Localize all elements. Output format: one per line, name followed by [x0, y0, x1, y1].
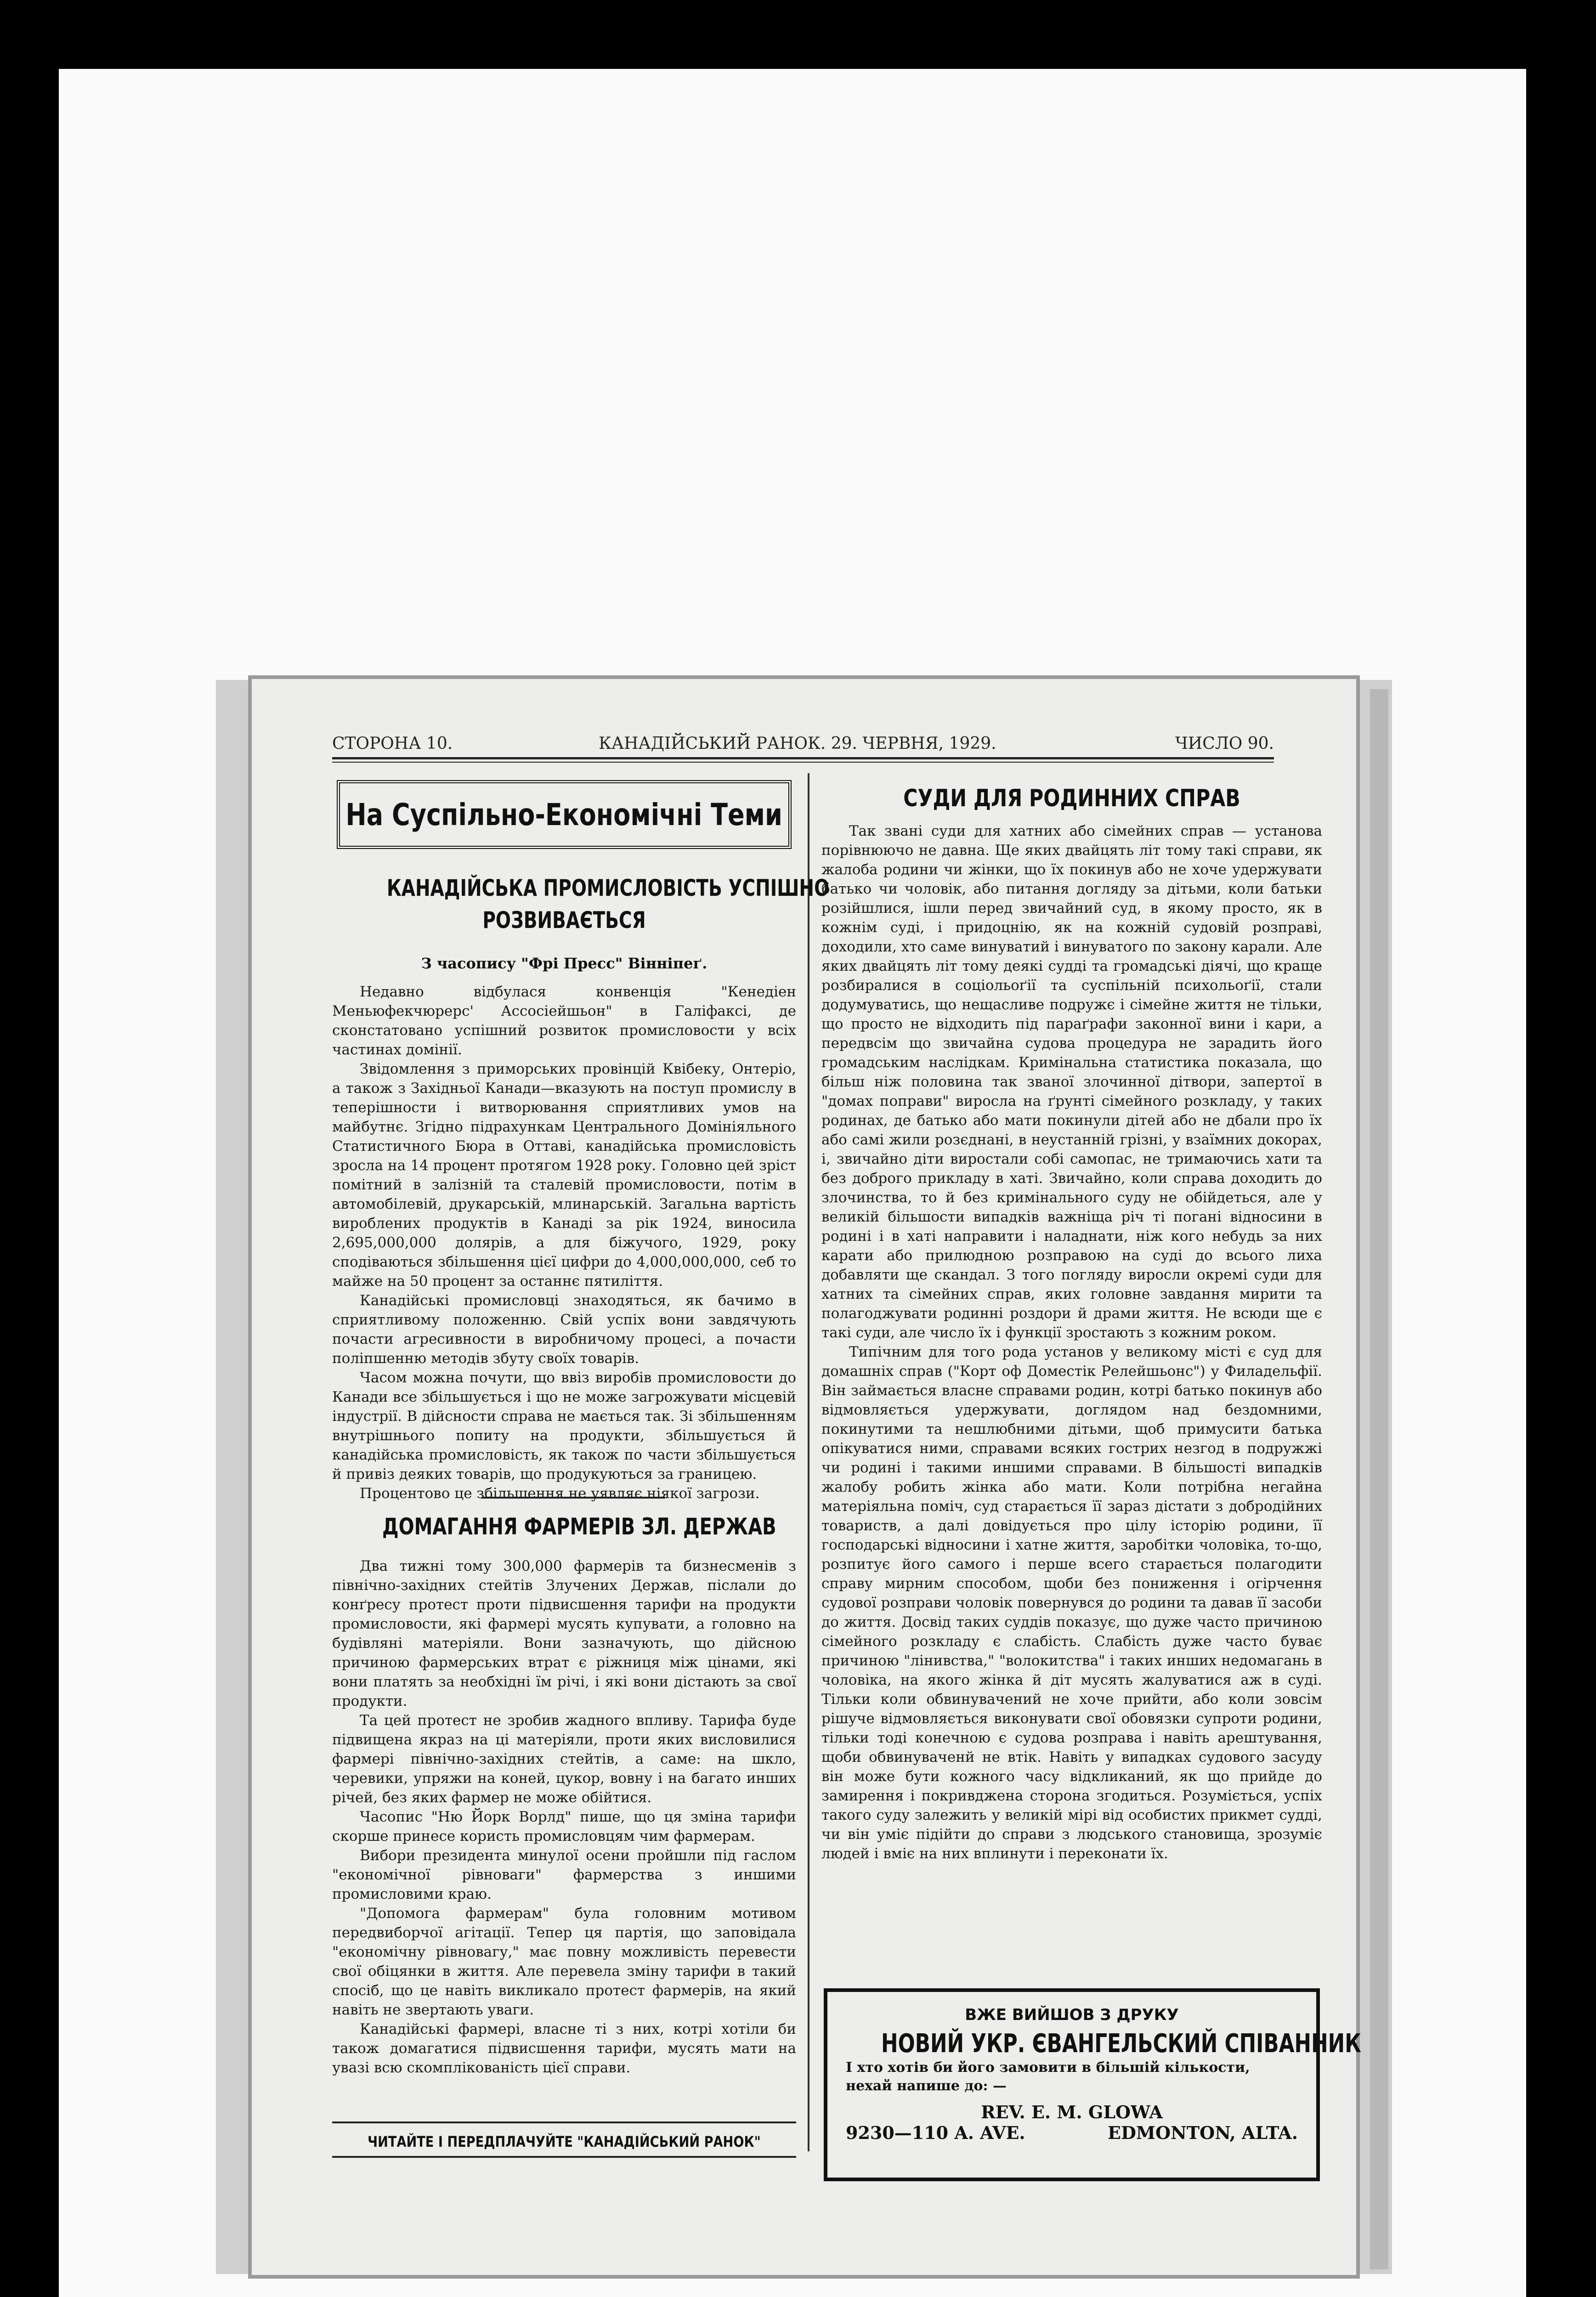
article2-paragraph: Канадійські фармері, власне ті з них, котрі хотіли би також домагатися підвисшення тарифи, мусять мати на увазі всю скомплікованість цієї справи.: [332, 2021, 796, 2076]
article2-paragraph: Два тижні тому 300,000 фармерів та бизнесменів з північно-західних стейтів Злучених Держав, післали до конґресу протест проти підвисшення тарифи на продукти промисловости, які фармері мусять купувати, а головно на будівляні матеріяли. Вони зазначують, що дійсною причиною фармерських втрат є ріжниця між цінами, які вони платять за необхідні їм річі, і які вони дістають за свої продукти.: [332, 1558, 796, 1709]
newspaper-page: [248, 675, 1360, 2279]
section-title: На Суспільно-Економічні Теми: [345, 797, 783, 832]
article1-body: [332, 982, 796, 1503]
footer-rule-bottom: [332, 2156, 796, 2158]
article1-source: З часопису "Фрі Пресс" Вінніпеґ.: [421, 955, 707, 972]
article1-paragraph: Недавно відбулася конвенція "Кенедіен Меньюфекчюрерс' Ассосіейшьон" в Галіфаксі, де сконстатовано успішний розвиток промисловости у всіх частинах домінії.: [332, 984, 796, 1058]
page-number: СТОРОНА 10.: [332, 734, 453, 753]
article2-title: ДОМАГАННЯ ФАРМЕРІВ ЗЛ. ДЕРЖАВ: [382, 1513, 776, 1540]
article3-body: [821, 821, 1322, 1863]
ad-name: REV. E. M. GLOWA: [981, 2102, 1163, 2122]
paper-edge: [1370, 689, 1388, 2269]
ad-address: [827, 2102, 1316, 2143]
ad-title: НОВИЙ УКР. ЄВАНГЕЛЬСКИЙ СПІВАННИК: [881, 2029, 1361, 2059]
footer-rule-top: [332, 2122, 796, 2123]
column-divider: [808, 773, 809, 2151]
subscribe-slogan: ЧИТАЙТЕ І ПЕРЕДПЛАЧУЙТЕ "КАНАДІЙСЬКИЙ РАНОК": [368, 2133, 761, 2150]
hymnal-advertisement: [824, 1988, 1361, 2181]
ad-street: 9230—110 A. AVE.: [846, 2122, 1025, 2143]
article1-paragraph: Канадійські промисловці знаходяться, як бачимо в сприятливому положенню. Свій успіх вони завдячують почасти агресивности в виробничому процесі, а почасти поліпшенню методів збуту своїх товарів.: [332, 1292, 796, 1367]
article2-paragraph: Часопис "Ню Йорк Ворлд" пише, що ця зміна тарифи скорше принесе користь промисловцям чим фармерам.: [332, 1809, 796, 1844]
section-title-box: [337, 780, 792, 849]
article3-paragraph: Так звані суди для хатних або сімейних справ — установа порівнюючо не давна. Ще яких двайцять літ тому такі справи, як жалоба родини чи жінки, що їх покинув або не хоче удержувати батько чи чоловік, або питання догляду за дітьми, коли батьки розійшлися, ішли перед звичайний суд, в якому просто, як в кожнім суді, і придоцнію, як на кожній судовій розправі, доходили, хто саме винуватий і винуватого по закону карали. Але яких двайцять літ тому деякі судді та громадські діячі, що краще розбиралися в соціольоґії та суспільній психольоґії, стали додумуватись, що нещасливе подружє і сімейне життя не тільки, що просто не відходить під параґрафи законної вини і кари, а передвсім що звичайна судова процедура не зарадить його громадським наслідкам. Кримінальна статистика показала, що більш ніж половина так званої злочинної дітвори, запертої в "домах поправи" виросла на ґрунті сімейного розкладу, у таких родинах, де батько або мати покинули дітей або не дбали про їх або самі жили розєднані, в неустанній грізні, у взаїмних докорах, і, звичайно діти виростали собі самопас, не тримаючись хати та без доброго прикладу в хаті. Звичайно, коли справа доходить до злочинства, то й без кримінального суду не обійдеться, але у великій більшости випадків важніща річ ті погані відносини в родині і в хаті направити і наладнати, ніж кого небудь за них карати або прилюдною розправою на суді до всього лиха добавляти ще скандал. З того погляду виросли окремі суди для хатних та сімейних справ, яких головне завдання мирити та полагоджувати родинні роздори й драми життя. Не всюди ще є такі суди, але число їх і функції зростають з кожним роком.: [821, 823, 1322, 1341]
article3-paragraph: Типічним для того рода установ у великому місті є суд для домашніх справ ("Корт оф Доместік Релейшьонс") у Филадельфії. Він займається власне справами родин, котрі батько покинув або відмовляється удержувати, доглядом над бездомними, покинутими та нешлюбними дітьми, щоб примусити батька опікуватися ними, справами всяких гострих незгод в подружжі чи родині і такими иншими справами. В більшості випадків жалобу робить жінка або мати. Коли потрібна негайна матеріяльна поміч, суд старається її зараз дістати з добродійних товариств, а далі довідується про цілу історію родини, її господарські відносини і хатне життя, заробітки чоловіка, то-що, розпитує його самого і перше всего старається полагодити справу мирним способом, щоби без пониження і огірчення судової розправи чоловік повернувся до родини та давав її засоби до життя. Досвід таких суддів показує, що дуже часто причиною сімейного розкладу є слабість. Слабість дуже часто буває причиною "лінивства," "волокитства" і таких инших недомагань в чоловіка, на якого жінка й діт мусять жалуватися аж в суді. Тільки коли обвинувачений не хоче прийти, або коли зовсім рішуче відмовляється виконувати свої обовязки супроти родини, тільки тоді конечною є судова розправа і навіть арештування, щоби обвинуваченй не втік. Навіть у випадках судового засуду він може бути кожного часу відкликаний, як що прийде до замирення і покривджена сторона згодиться. Розуміється, успіх такого суду залежить у великій мірі від особистих прикмет судді, чи він уміє підійти до справи з людського становища, зрозуміє людей і вміє на них вплинути і переконати їх.: [821, 1344, 1322, 1862]
ad-order-note: І хто хотів би його замовити в більшій кількости, нехай напише до: —: [846, 2059, 1250, 2094]
ad-announcement: ВЖЕ ВИЙШОВ З ДРУКУ: [965, 2006, 1179, 2024]
article1-paragraph: Звідомлення з приморських провінцій Квібеку, Онтеріо, а також з Західньої Канади—вказують на поступ промислу в теперішности і витворювання сприятливих умов на майбутнє. Згідно підрахункам Центрального Домініяльного Статистичного Бюра в Оттаві, канадійська промисловість зросла на 14 процент протягом 1928 року. Головно цей зріст помітний в залізній та сталевій промисловости, потім в автомобілевій, друкарській, млинарській. Загальна вартість вироблених продуктів в Канаді за рік 1924, виносила 2,695,000,000 долярів, а для біжучого, 1929, року сподіваються збільшення цієї цифри до 4,000,000,000, себ то майже на 50 процент за останнє пятиліття.: [332, 1061, 796, 1290]
article1-title: [337, 872, 830, 936]
article-separator: [481, 1497, 665, 1499]
article2-paragraph: Вибори президента минулої осени пройшли під гаслом "економічної рівноваги" фармерства з иншими промисловими краю.: [332, 1847, 796, 1902]
article2-paragraph: Та цей протест не зробив жадного впливу. Тарифа буде підвищена якраз на ці матеріяли, проти яких висловилися фармері північно-західних стейтів, а саме: на шкло, черевики, упряжи на коней, цукор, вовну і на багато инших річей, без яких фармер не може обійтися.: [332, 1712, 796, 1806]
article1-title-line1: КАНАДІЙСЬКА ПРОМИСЛОВІСТЬ УСПІШНО: [386, 875, 830, 901]
ad-city: EDMONTON, ALTA.: [1108, 2122, 1298, 2143]
article3-title: СУДИ ДЛЯ РОДИННИХ СПРАВ: [903, 785, 1240, 812]
article2-paragraph: "Допомога фармерам" була головним мотивом передвиборчої агітації. Тепер ця партія, що заповідала "економічну рівновагу," має повну можливість перевести свої обіцянки в життя. Але перевела зміну тарифи в такий спосіб, що це навіть викликало протест фармерів, на який навіть не звертають уваги.: [332, 1905, 796, 2018]
newspaper-masthead-date: КАНАДІЙСЬКИЙ РАНОК. 29. ЧЕРВНЯ, 1929.: [599, 734, 996, 753]
article1-title-line2: РОЗВИВАЄТЬСЯ: [482, 907, 646, 934]
article1-paragraph: Процентово це збільшення не уявляє ніякої загрози.: [360, 1485, 760, 1502]
article1-paragraph: Часом можна почути, що ввіз виробів промисловости до Канади все збільшується і що не може загрожувати місцевій індустрії. В дійсности справа не мається так. Зі збільшенням внутрішнього попиту на продукти, збільшується й канадійська промисловість, як також по части збільшується й привіз деяких товарів, що продукуються за границею.: [332, 1369, 796, 1482]
article2-body: [332, 1556, 796, 2077]
header-rule: [332, 757, 1274, 759]
issue-number: ЧИСЛО 90.: [1175, 734, 1274, 753]
header-rule-thin: [332, 762, 1274, 763]
